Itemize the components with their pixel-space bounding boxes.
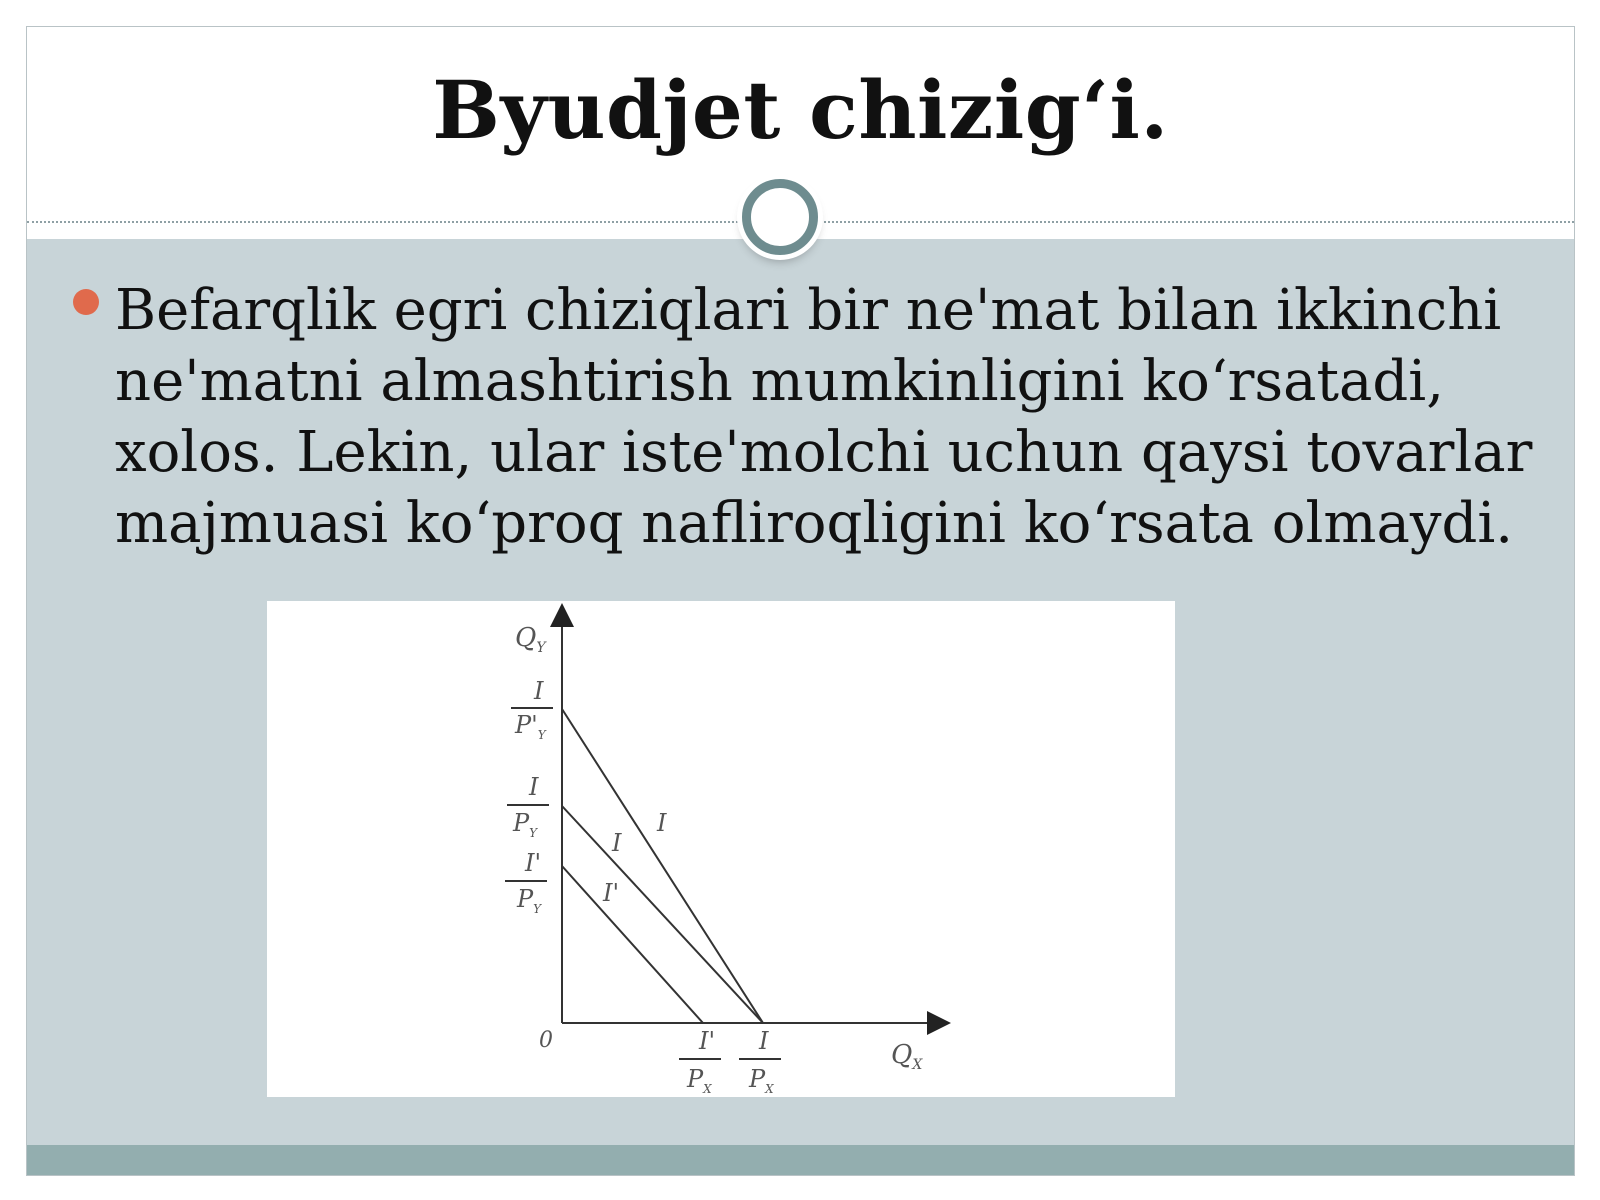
- x-intercept-1-numerator: I': [699, 1027, 716, 1055]
- y-intercept-3-numerator: I': [525, 849, 542, 877]
- y-intercept-2-numerator: I: [529, 773, 539, 801]
- budget-line-3-label: I': [603, 879, 620, 907]
- slide: [26, 26, 1575, 1176]
- bullet-dot-icon: [73, 289, 99, 315]
- x-intercept-1-denominator: $P_X$: [687, 1065, 712, 1096]
- y-intercept-3-denominator: $P_Y$: [517, 885, 542, 916]
- budget-line-3: [562, 866, 703, 1023]
- footer-band: [27, 1145, 1574, 1175]
- x-intercept-2-numerator: I: [759, 1027, 769, 1055]
- budget-line-1-label: I: [657, 809, 667, 837]
- budget-line-2-label: I: [612, 829, 622, 857]
- x-intercept-2-denominator: $P_X$: [749, 1065, 774, 1096]
- slide-title: Byudjet chizig‘i.: [432, 63, 1169, 157]
- x-axis-label: $Q_X$: [891, 1040, 923, 1073]
- bullet-text: Befarqlik egri chiziqlari bir ne'mat bilan ikkinchi ne'matni almashtirish mumkinligini ko‘rsatadi, xolos. Lekin, ular iste'molchi uchun qaysi tovarlar majmuasi ko‘proq nafliroqligini ko‘rsata olmaydi.: [115, 278, 1533, 556]
- diagram-canvas: [267, 601, 1175, 1097]
- circle-ornament-icon: [742, 179, 818, 255]
- budget-line-1: [562, 709, 763, 1023]
- budget-line-2: [562, 806, 763, 1023]
- y-intercept-2-denominator: $P_Y$: [513, 809, 538, 840]
- origin-label: 0: [539, 1028, 553, 1053]
- budget-line-diagram: [267, 601, 1175, 1097]
- y-axis-label: $Q_Y$: [515, 623, 546, 656]
- y-intercept-1-denominator: $P'_Y$: [515, 711, 546, 742]
- y-intercept-1-numerator: I: [534, 677, 544, 705]
